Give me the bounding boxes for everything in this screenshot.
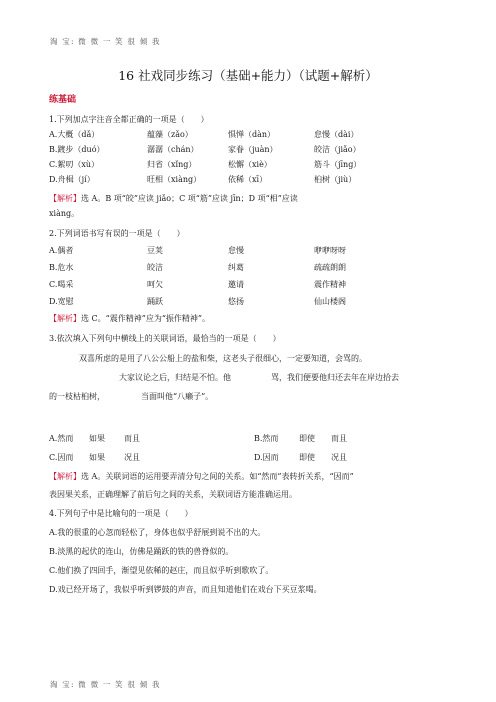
q2-option-a-1: A.偶者 <box>49 246 74 255</box>
page-title: 16 社戏同步练习（基础+能力）（试题+解析） <box>118 68 378 83</box>
q3-option-a-3: 而且 <box>124 434 140 443</box>
q2-option-b-2: 皎洁 <box>147 263 163 272</box>
q3-para-1: 双喜所虑的是用了八公公船上的盐和柴，这老头子很细心，一定要知道，会骂的。 <box>79 354 367 363</box>
page-footer: 淘 宝: 微 微 一 笑 很 倾 我 <box>50 680 161 689</box>
q4-option-d: D.戏已经开场了，我似乎听到锣鼓的声音，而且知道他们在戏台下买豆浆喝。 <box>49 585 322 594</box>
q4-option-c: C.他们换了四回手，渐望见依稀的赵庄，而且似乎听到歌吹了。 <box>49 566 274 575</box>
q1-option-d-2: 旺相（xiàng） <box>147 175 202 184</box>
q2-option-c-1: C.喝采 <box>49 280 74 289</box>
q1-option-d-4: 桕树（jiù） <box>314 175 357 184</box>
q3-option-a-2: 如果 <box>89 434 105 443</box>
q2-answer-text: 选 C。“震作精神”应为“振作精神”。 <box>81 314 211 323</box>
q1-answer <box>49 194 298 204</box>
q1-option-b-1: B.踱步（duó） <box>49 145 105 154</box>
q1-option-a-2: 蕴藻（zǎo） <box>147 130 193 139</box>
q2-option-a-4: 咿咿呀呀 <box>314 246 346 255</box>
q1-option-c-1: C.絮叨（xù） <box>49 160 100 169</box>
q1-option-b-2: 潺潺（chán） <box>147 145 199 154</box>
q1-option-a-3: 惧惮（dàn） <box>228 130 276 139</box>
answer-tag: 【解析】 <box>49 314 81 323</box>
q4-option-b: B.淡黑的起伏的连山，仿佛是踊跃的铁的兽脊似的。 <box>49 547 234 556</box>
q3-para-3: 的一枝枯桕树， 当面叫他“八癞子”。 <box>49 392 214 401</box>
q1-option-c-4: 筋斗（jīng） <box>314 160 362 169</box>
q3-option-c-2: 如果 <box>89 453 105 462</box>
q3-option-d-2: 即使 <box>299 453 315 462</box>
q1-answer-cont: xiàng。 <box>49 209 80 218</box>
q3-option-d-3: 况且 <box>331 453 347 462</box>
q1-option-d-3: 依稀（xī） <box>228 175 268 184</box>
q1-option-d-1: D.舟楫（jí） <box>49 175 95 184</box>
q1-answer-text: 选 A。B 项“皎”应读 jiǎo；C 项“筋”应读 jīn；D 项“相”应读 <box>81 194 298 203</box>
q3-para-2: 大家议论之后，归结是不怕。他 骂，我们便要他归还去年在岸边拾去 <box>119 373 399 382</box>
q3-option-a-1: A.然而 <box>49 434 74 443</box>
q1-stem: 1.下列加点字注音全都正确的一项是（ ） <box>49 115 209 124</box>
q1-option-a-1: A.大概（dǎ） <box>49 130 100 139</box>
q3-option-d-1: D.因而 <box>254 453 279 462</box>
q2-option-d-1: D.宽慰 <box>49 297 74 306</box>
q2-option-c-3: 邀请 <box>228 280 244 289</box>
q1-option-a-4: 怠慢（dài） <box>314 130 359 139</box>
q2-option-a-3: 怠慢 <box>228 246 244 255</box>
q2-option-b-3: 纠葛 <box>228 263 244 272</box>
q2-option-c-4: 震作精神 <box>314 280 346 289</box>
q2-stem: 2.下列词语书写有误的一项是（ ） <box>49 229 185 238</box>
q3-option-c-1: C.因而 <box>49 453 74 462</box>
q3-option-b-1: B.然而 <box>254 434 279 443</box>
q3-option-b-2: 即使 <box>299 434 315 443</box>
q1-option-c-2: 归省（xǐng） <box>147 160 197 169</box>
q2-option-c-2: 呵欠 <box>147 280 163 289</box>
answer-tag: 【解析】 <box>49 472 81 481</box>
q4-stem: 4.下列句子中是比喻句的一项是（ ） <box>49 509 193 518</box>
q3-option-b-3: 而且 <box>331 434 347 443</box>
q2-option-b-1: B.危水 <box>49 263 74 272</box>
q1-option-b-3: 家眷（juàn） <box>228 145 278 154</box>
q2-option-d-2: 踊跃 <box>147 297 163 306</box>
q2-option-b-4: 疏疏朗朗 <box>314 263 346 272</box>
q2-answer <box>49 314 210 324</box>
answer-tag: 【解析】 <box>49 194 81 203</box>
q3-answer-cont: 表因果关系，正确理解了前后句之间的关系，关联词语方能准确运用。 <box>49 490 297 499</box>
q2-option-a-2: 豆荚 <box>147 246 163 255</box>
q1-option-b-4: 皎洁（jiǎo） <box>314 145 361 154</box>
page-header: 淘 宝: 微 微 一 笑 很 倾 我 <box>50 37 161 46</box>
section-heading: 练基础 <box>49 95 77 105</box>
q2-option-d-4: 仙山楼阁 <box>314 297 346 306</box>
q4-option-a: A.我的很重的心忽而轻松了，身体也似乎舒展到说不出的大。 <box>49 528 266 537</box>
q3-answer-text: 选 A。关联词语的运用要弄清分句之间的关系。如“然而”表转折关系，“因而” <box>81 472 354 481</box>
q3-option-c-3: 况且 <box>124 453 140 462</box>
q1-option-c-3: 松懈（xiè） <box>228 160 272 169</box>
q2-option-d-3: 悠扬 <box>228 297 244 306</box>
q3-answer <box>49 472 354 482</box>
q3-stem: 3.依次填入下列句中横线上的关联词语，最恰当的一项是（ ） <box>49 334 281 343</box>
